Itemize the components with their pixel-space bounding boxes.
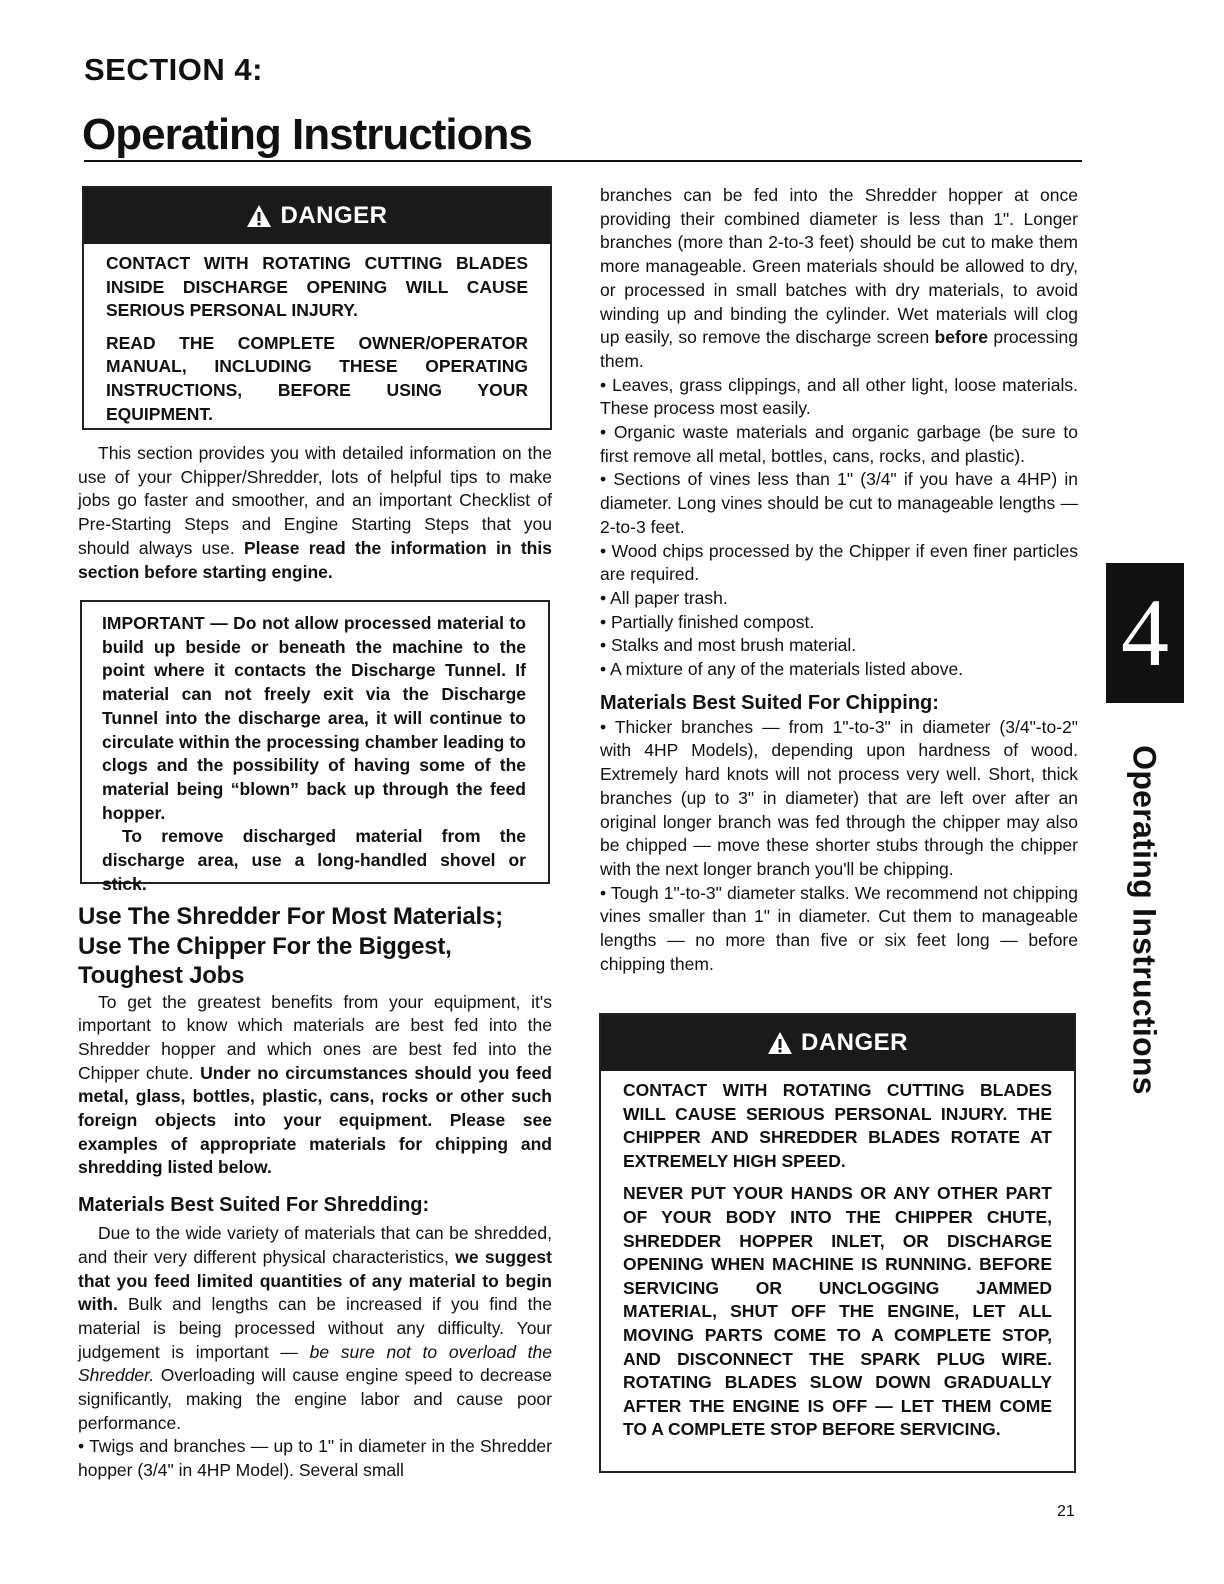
important-notice-box <box>80 600 550 894</box>
shredding-item: • Sections of vines less than 1" (3/4" if you have a 4HP) in diameter. Long vines should be cut to manageable lengths — 2-to-3 feet. <box>600 469 1078 537</box>
important-paragraph: To remove discharged material from the discharge area, use a long-handled shovel or stick. <box>102 826 526 894</box>
danger-header <box>84 188 550 244</box>
shredding-item: • Organic waste materials and organic garbage (be sure to first remove all metal, bottles, cans, rocks, and plastic). <box>600 422 1078 466</box>
section-number: SECTION 4: <box>84 52 263 87</box>
danger-box-top <box>82 186 552 430</box>
shredding-item-text: Twigs and branches — up to 1" in diameter in the Shredder hopper (3/4" in 4HP Model). Several small <box>78 1436 552 1481</box>
section-tab-label: Operating Instructions <box>1126 745 1163 1095</box>
shredding-item: • A mixture of any of the materials listed above. <box>600 659 964 680</box>
shredding-item-text: Stalks and most brush material. <box>611 635 857 656</box>
danger-text <box>601 1071 1074 1448</box>
danger-label: DANGER <box>280 202 388 229</box>
danger-text <box>84 244 550 432</box>
warning-triangle-icon <box>767 1031 793 1055</box>
danger-paragraph: CONTACT WITH ROTATING CUTTING BLADES WILL CAUSE SERIOUS PERSONAL INJURY. THE CHIPPER AND SHREDDER BLADES ROTATE AT EXTREMELY HIGH SPEED. <box>623 1080 1052 1171</box>
danger-paragraph: READ THE COMPLETE OWNER/OPERATOR MANUAL, INCLUDING THESE OPERATING INSTRUCTIONS, BEFORE USING YOUR EQUIPMENT. <box>106 332 528 424</box>
shredding-item: • Stalks and most brush material. <box>600 635 857 656</box>
warning-triangle-icon <box>246 204 272 228</box>
shredding-item-text: Sections of vines less than 1" (3/4" if you have a 4HP) in diameter. Long vines should be cut to manageable lengths — 2-to-3 feet. <box>600 469 1078 537</box>
shredding-item-text: Leaves, grass clippings, and all other light, loose materials. These process most easily. <box>600 374 1079 419</box>
shredding-item: • Twigs and branches — up to 1" in diameter in the Shredder hopper (3/4" in 4HP Model). Several small <box>78 1436 552 1481</box>
danger-paragraph: CONTACT WITH ROTATING CUTTING BLADES INSIDE DISCHARGE OPENING WILL CAUSE SERIOUS PERSONAL INJURY. <box>106 253 528 321</box>
right-column <box>600 184 1078 977</box>
section-tab-number: 4 <box>1106 563 1184 703</box>
shredding-item-text: branches can be fed into the Shredder hopper at once providing their combined diameter is less than 1". Longer branches (more than 2-to-3 feet) should be cut to make them more manageable. Green materials should be allowed to dry, or processed in small batches with dry materials, to avoid winding up and binding the cylinder. Wet materials will clog up easily, so remove the discharge screen <box>600 185 1078 348</box>
shredding-text: Due to the wide variety of materials that can be shredded, and their very different physical characteristics, <box>78 1223 552 1267</box>
use-heading: Use The Shredder For Most Materials; Use The Chipper For the Biggest, Toughest Jobs <box>78 903 503 989</box>
shredding-text: Overloading will cause engine speed to decrease significantly, making the engine labor and cause poor performance. <box>78 1365 552 1433</box>
shredding-item-text: Wood chips processed by the Chipper if even finer particles are required. <box>600 540 1078 585</box>
shredding-item-text: All paper trash. <box>610 587 728 608</box>
shredding-item: • Partially finished compost. <box>600 611 815 632</box>
shredding-item-text: Partially finished compost. <box>611 611 815 632</box>
page-title: Operating Instructions <box>82 110 532 159</box>
use-section <box>78 902 552 1483</box>
danger-box-bottom <box>599 1013 1076 1473</box>
important-paragraph: IMPORTANT — Do not allow processed material to build up beside or beneath the machine to the point where it contacts the Discharge Tunnel. If material can not freely exit via the Discharge Tunnel into the discharge area, it will continue to circulate within the processing chamber leading to clogs and the possibility of having some of the material being “blown” back up through the feed hopper. <box>102 613 526 823</box>
intro-paragraph <box>78 442 552 584</box>
danger-header <box>601 1015 1074 1071</box>
chipping-item-text: Tough 1"-to-3" diameter stalks. We recommend not chipping vines smaller than 1" in diameter. Cut them to manageable lengths — no more than five or six feet long — before chipping them. <box>600 882 1078 974</box>
shredding-item-bold: before <box>934 327 989 348</box>
use-text: To get the greatest benefits from your equipment, it's important to know which materials are best fed into the Shredder hopper and which ones are best fed into the Chipper chute. <box>78 991 552 1083</box>
chipping-heading: Materials Best Suited For Chipping: <box>600 691 939 714</box>
shredding-bold-text: we suggest that you feed limited quantities of any material to begin with. <box>78 1246 552 1315</box>
page-number: 21 <box>1057 1503 1075 1520</box>
shredding-heading: Materials Best Suited For Shredding: <box>78 1194 430 1217</box>
shredding-item-text: A mixture of any of the materials listed above. <box>610 659 964 680</box>
danger-label: DANGER <box>800 1029 908 1056</box>
chipping-item: • Tough 1"-to-3" diameter stalks. We recommend not chipping vines smaller than 1" in diameter. Cut them to manageable lengths — no more than five or six feet long — before chipping them. <box>600 882 1078 974</box>
intro-section <box>78 442 552 584</box>
shredding-item-text: Organic waste materials and organic garbage (be sure to first remove all metal, bottles, cans, rocks, and plastic). <box>600 422 1078 466</box>
danger-paragraph: NEVER PUT YOUR HANDS OR ANY OTHER PART OF YOUR BODY INTO THE CHIPPER CHUTE, SHREDDER HOPPER INLET, OR DISCHARGE OPENING WHEN MACHINE IS RUNNING. BEFORE SERVICING OR UNCLOGGING JAMMED MATERIAL, SHUT OFF THE ENGINE, LET ALL MOVING PARTS COME TO A COMPLETE STOP, AND DISCONNECT THE SPARK PLUG WIRE. ROTATING BLADES SLOW DOWN GRADUALLY AFTER THE ENGINE IS OFF — LET THEM COME TO A COMPLETE STOP BEFORE SERVICING. <box>623 1183 1052 1440</box>
shredding-italic-text: be sure not to overload the Shredder. <box>78 1341 552 1386</box>
shredding-item: • Wood chips processed by the Chipper if even finer particles are required. <box>600 540 1078 585</box>
shredding-text: Bulk and lengths can be increased if you find the material is being processed without any difficulty. Your judgement is important — <box>78 1294 552 1362</box>
shredding-item: • Leaves, grass clippings, and all other light, loose materials. These process most easily. <box>600 374 1079 419</box>
intro-bold-text: Please read the information in this section before starting engine. <box>78 537 552 582</box>
chipping-item-text: Thicker branches — from 1"-to-3" in diameter (3/4"-to-2" with 4HP Models), depending upon hardness of wood. Extremely hard knots will not process very well. Short, thick branches (up to 3" in diameter) that are left over after an original longer branch was fed through the chipper may also be chipped — move these shorter stubs through the chipper with the next longer branch you'll be chipping. <box>600 716 1078 879</box>
title-rule <box>84 160 1082 162</box>
chipping-item: • Thicker branches — from 1"-to-3" in diameter (3/4"-to-2" with 4HP Models), depending upon hardness of wood. Extremely hard knots will not process very well. Short, thick branches (up to 3" in diameter) that are left over after an original longer branch was fed through the chipper may also be chipped — move these shorter stubs through the chipper with the next longer branch you'll be chipping. <box>600 716 1078 879</box>
intro-text: This section provides you with detailed information on the use of your Chipper/Shredder, lots of helpful tips to make jobs go faster and smoother, and an important Checklist of Pre-Starting Steps and Engine Starting Steps that you should always use. <box>78 443 552 558</box>
shredding-paragraph <box>78 1222 552 1435</box>
use-paragraph <box>78 991 552 1181</box>
shredding-item: • All paper trash. <box>600 587 728 608</box>
use-bold-text: Under no circumstances should you feed metal, glass, bottles, plastic, cans, rocks or other such foreign objects into your equipment. Please see examples of appropriate materials for chipping and shredding listed below. <box>78 1062 552 1178</box>
shredding-item-continued <box>600 184 1078 374</box>
shredding-item-text: processing them. <box>600 327 1078 371</box>
